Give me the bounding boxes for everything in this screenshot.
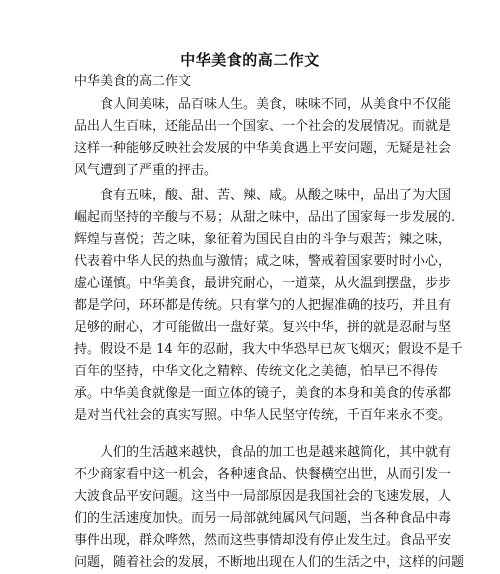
text-line: 食人间美味，品百味人生。美食，味味不同，从美食中不仅能 [100, 97, 452, 112]
paragraph-2 [74, 185, 463, 427]
text-line: 崛起而坚持的辛酸与不易；从甜之味中，品出了国家每一步发展的. [74, 210, 456, 225]
text-line: 足够的耐心，才可能做出一盘好菜。复兴中华，拼的就是忍耐与坚 [74, 320, 452, 335]
text-line: 不少商家看中这一机会，各种速食品、快餐横空出世，从而引发一 [74, 467, 452, 482]
paragraph-3 [74, 442, 465, 574]
text-line: 风气遭到了严重的抨击。 [74, 163, 218, 178]
text-line: 大波食品平安问题。这当中一局部原因是我国社会的飞速发展，人 [74, 489, 452, 504]
document-subtitle: 中华美食的高二作文 [74, 74, 192, 89]
text-line: 百年的坚持，中华文化之精粹、传统文化之美德，怕早已不得传 [74, 364, 439, 379]
text-line: 这样一种能够反映社会发展的中华美食遇上平安问题，无疑是社会 [74, 141, 452, 156]
text-line: 人们的生活越来越快，食品的加工也是越来越简化，其中就有 [100, 445, 452, 460]
text-line: 都是学问，环环都是传统。只有掌勺的人把握准确的技巧，并且有 [74, 298, 452, 313]
text-line: 代表着中华人民的热血与激情；咸之味，警戒着国家要时时小心， [74, 254, 452, 269]
text-line: 们的生活速度加快。而另一局部就纯属风气问题，当各种食品中毒 [74, 511, 452, 526]
text-line: 事件出现，群众哗然，然而这些事情却没有停止发生过。食品平安 [74, 533, 452, 548]
paragraph-1 [74, 94, 452, 182]
text-line: 持。假设不是 14 年的忍耐，我大中华恐早已灰飞烟灭；假设不是千 [74, 342, 463, 357]
text-line: 是对当代社会的真实写照。中华人民坚守传统，千百年来永不变。 [74, 408, 452, 423]
text-line: 品出人生百味，还能品出一个国家、一个社会的发展情况。而就是 [74, 119, 452, 134]
text-line: 问题，随着社会的发展，不断地出现在人们的生活之中，这样的问题 [74, 555, 465, 570]
text-line: 承。中华美食就像是一面立体的镜子，美食的本身和美食的传承都 [74, 386, 452, 401]
text-line: 虚心谨慎。中华美食，最讲究耐心，一道菜，从火温到摆盘，步步 [74, 276, 452, 291]
document-title: 中华美食的高二作文 [180, 51, 320, 69]
text-line: 食有五味，酸、甜、苦、辣、咸。从酸之味中，品出了为大国 [100, 188, 452, 203]
text-line: 辉煌与喜悦；苦之味，象征着为国民自由的斗争与艰苦；辣之味， [74, 232, 452, 247]
